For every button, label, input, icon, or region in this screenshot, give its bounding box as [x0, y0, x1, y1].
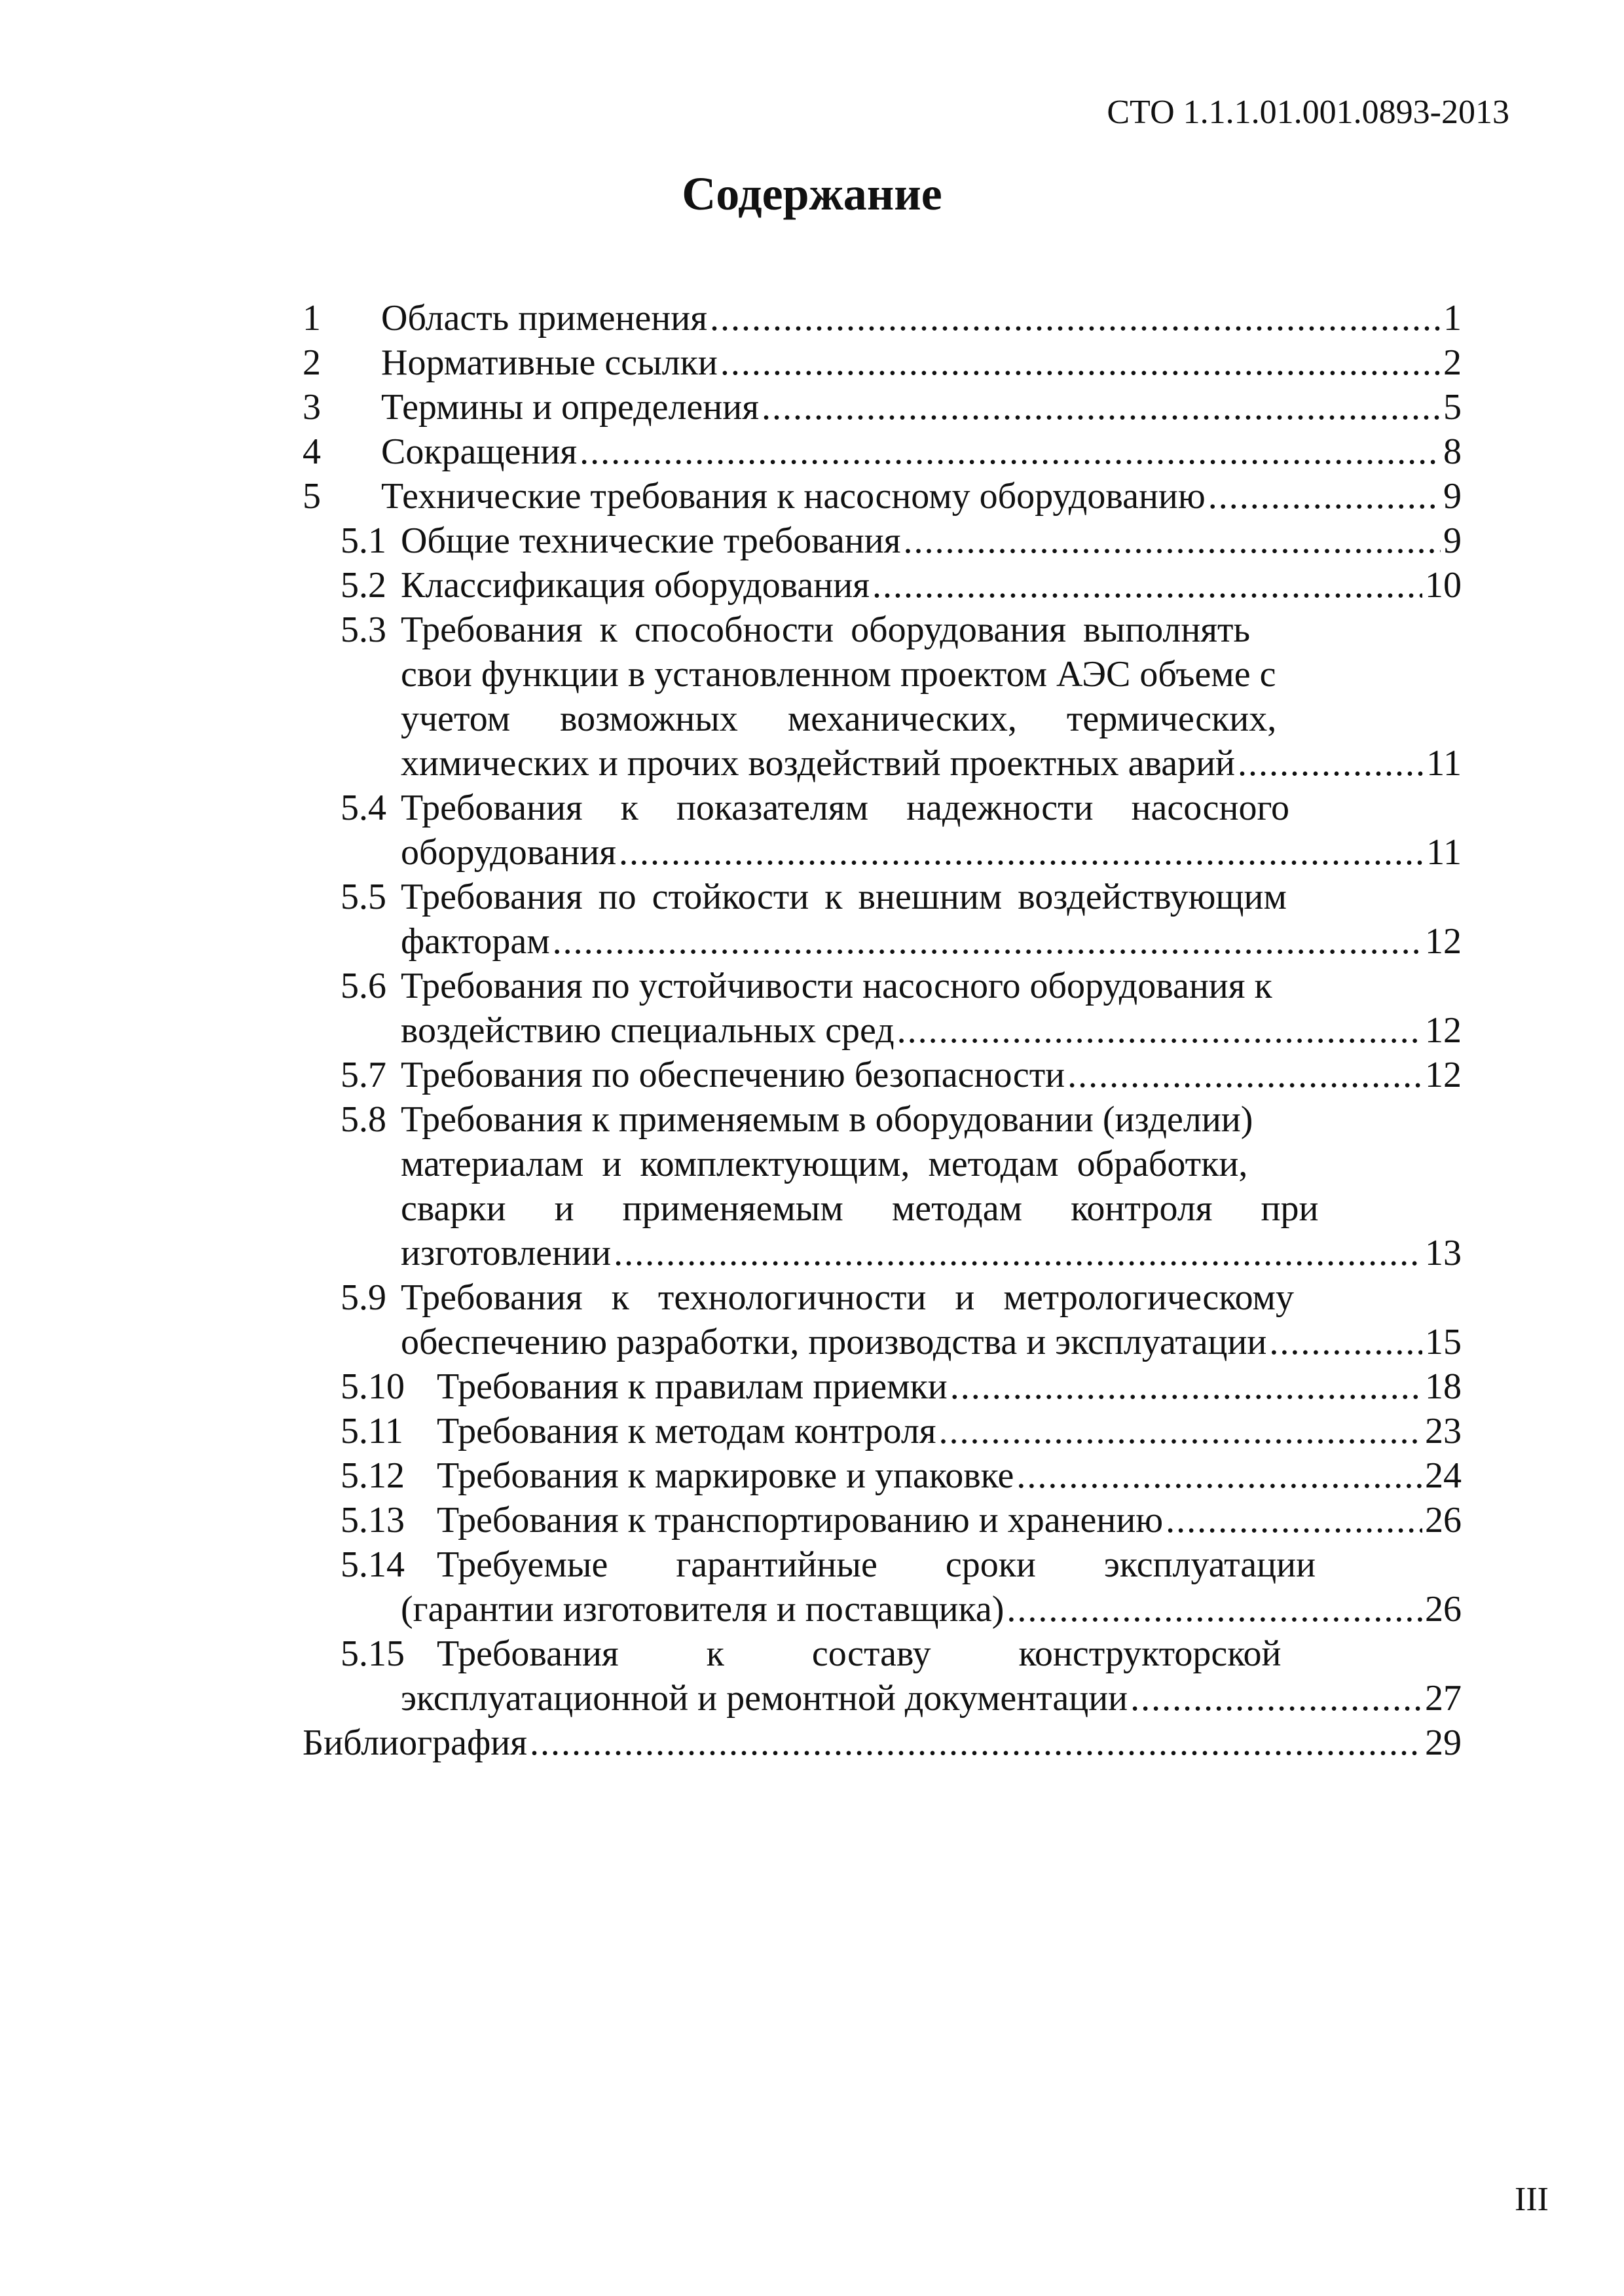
toc-entry-number: 5.6 — [341, 966, 386, 1006]
toc-entry-1[interactable] — [303, 296, 1462, 340]
toc-page-number: 10 — [1425, 565, 1462, 606]
dot-leader — [1006, 1587, 1422, 1631]
toc-entry-line — [401, 741, 1462, 786]
toc-entry-number: 5.7 — [341, 1055, 386, 1095]
toc-page-number: 11 — [1426, 743, 1462, 784]
toc-entry-title: Классификация оборудования — [401, 565, 870, 606]
toc-entry-number: 5.8 — [341, 1099, 386, 1140]
toc-entry-line — [381, 385, 1462, 429]
toc-entry-4[interactable] — [303, 429, 1462, 474]
toc-entry-title: химических и прочих воздействий проектных аварий — [401, 743, 1236, 784]
toc-entry-line — [437, 1364, 1462, 1409]
toc-entry-title: факторам — [401, 921, 550, 962]
toc-entry-number: 5.14 — [341, 1544, 405, 1585]
toc-entry-number: 4 — [303, 431, 321, 472]
toc-entry-number: 5.2 — [341, 565, 386, 606]
toc-entry-title-line: Требуемые гарантийные сроки эксплуатации — [437, 1544, 1316, 1585]
toc-page-number: 12 — [1425, 1055, 1462, 1095]
dot-leader — [897, 1008, 1422, 1053]
toc-entry-line — [401, 1676, 1462, 1721]
toc-entry-title: оборудования — [401, 832, 616, 873]
toc-entry-number: 5.4 — [341, 788, 386, 828]
toc-entry-title-line: Требования к технологичности и метрологическому — [401, 1277, 1294, 1318]
toc-entry-number: 1 — [303, 298, 321, 338]
dot-leader — [619, 830, 1424, 875]
toc-entry-title-line: материалам и комплектующим, методам обработки, — [401, 1144, 1248, 1184]
toc-page-number: 23 — [1425, 1411, 1462, 1451]
dot-leader — [1238, 741, 1424, 786]
toc-entry-number: 5.5 — [341, 877, 386, 917]
toc-entry-title: Область применения — [381, 298, 707, 338]
toc-page-number: 12 — [1425, 921, 1462, 962]
toc-entry-line — [303, 1721, 1462, 1765]
toc-entry-title-line: Требования к применяемым в оборудовании (изделии) — [401, 1099, 1253, 1140]
toc-entry-title: Технические требования к насосному оборудованию — [381, 476, 1206, 517]
toc-entry-5-12[interactable] — [303, 1453, 1462, 1498]
toc-entry-number: 5 — [303, 476, 321, 517]
toc-entry-number: 5.13 — [341, 1500, 405, 1540]
toc-entry-line — [401, 1053, 1462, 1097]
toc-entry-line — [381, 296, 1462, 340]
toc-entry-title: Требования к транспортированию и хранению — [437, 1500, 1164, 1540]
toc-entry-line — [437, 1453, 1462, 1498]
toc-page-number: 9 — [1443, 520, 1462, 561]
dot-leader — [530, 1721, 1422, 1765]
toc-entry-title-line: Требования к показателям надежности насосного — [401, 788, 1290, 828]
toc-page-number: 8 — [1443, 431, 1462, 472]
dot-leader — [939, 1409, 1422, 1453]
toc-page-number: 9 — [1443, 476, 1462, 517]
page-title: Содержание — [682, 168, 942, 220]
toc-page-number: 27 — [1425, 1678, 1462, 1719]
toc-entry-5-11[interactable] — [303, 1409, 1462, 1453]
table-of-contents — [303, 296, 1462, 1765]
toc-entry-title: изготовлении — [401, 1233, 612, 1273]
dot-leader — [710, 296, 1441, 340]
toc-entry-title: Общие технические требования — [401, 520, 901, 561]
toc-entry-5[interactable] — [303, 474, 1462, 519]
toc-page-number: 18 — [1425, 1366, 1462, 1407]
dot-leader — [614, 1231, 1422, 1275]
toc-entry-title-line: Требования к составу конструкторской — [437, 1633, 1282, 1674]
toc-page-number: 15 — [1425, 1322, 1462, 1362]
toc-page-number: 24 — [1425, 1455, 1462, 1496]
dot-leader — [720, 340, 1441, 385]
toc-entry-title: (гарантии изготовителя и поставщика) — [401, 1589, 1005, 1630]
toc-entry-5-2[interactable] — [303, 563, 1462, 608]
toc-entry-title: Требования по обеспечению безопасности — [401, 1055, 1065, 1095]
toc-entry-title: Требования к методам контроля — [437, 1411, 936, 1451]
toc-entry-title-line: сварки и применяемым методам контроля при — [401, 1188, 1319, 1229]
dot-leader — [762, 385, 1441, 429]
toc-entry-5-6[interactable] — [303, 964, 1462, 1053]
toc-entry-3[interactable] — [303, 385, 1462, 429]
toc-entry-number: 5.11 — [341, 1411, 403, 1451]
toc-entry-number: 3 — [303, 387, 321, 428]
toc-page-number: 26 — [1425, 1500, 1462, 1540]
toc-entry-title: Требования к маркировке и упаковке — [437, 1455, 1014, 1496]
toc-entry-title-line: Требования по стойкости к внешним воздействующим — [401, 877, 1287, 917]
dot-leader — [1130, 1676, 1422, 1721]
toc-entry-number: 5.10 — [341, 1366, 405, 1407]
dot-leader — [1016, 1453, 1422, 1498]
toc-entry-title: Библиография — [303, 1722, 527, 1763]
toc-entry-line — [381, 474, 1462, 519]
toc-entry-5-3[interactable] — [303, 608, 1462, 786]
toc-entry-bibliography[interactable] — [303, 1721, 1462, 1765]
toc-entry-title: обеспечению разработки, производства и эксплуатации — [401, 1322, 1267, 1362]
toc-entry-line — [401, 563, 1462, 608]
toc-entry-title: Термины и определения — [381, 387, 759, 428]
toc-entry-2[interactable] — [303, 340, 1462, 385]
toc-entry-number: 5.3 — [341, 610, 386, 650]
toc-page-number: 5 — [1443, 387, 1462, 428]
toc-page-number: 2 — [1443, 342, 1462, 383]
toc-entry-title-line: свои функции в установленном проектом АЭС объеме с — [401, 654, 1276, 695]
toc-entry-5-14[interactable] — [303, 1542, 1462, 1631]
toc-entry-line — [401, 1231, 1462, 1275]
toc-entry-title: эксплуатационной и ремонтной документации — [401, 1678, 1128, 1719]
toc-entry-title-line: Требования к способности оборудования выполнять — [401, 610, 1251, 650]
toc-page-number: 26 — [1425, 1589, 1462, 1630]
toc-entry-5-8[interactable] — [303, 1097, 1462, 1275]
toc-entry-line — [381, 340, 1462, 385]
toc-page-number: 13 — [1425, 1233, 1462, 1273]
toc-entry-title: Нормативные ссылки — [381, 342, 718, 383]
toc-entry-number: 5.9 — [341, 1277, 386, 1318]
document-code: СТО 1.1.1.01.001.0893-2013 — [1107, 94, 1509, 131]
dot-leader — [903, 519, 1441, 563]
toc-entry-title: воздействию специальных сред — [401, 1010, 895, 1051]
toc-entry-title: Требования к правилам приемки — [437, 1366, 948, 1407]
toc-entry-text — [401, 608, 1432, 741]
toc-page-number: 1 — [1443, 298, 1462, 338]
toc-entry-5-5[interactable] — [303, 875, 1462, 964]
toc-entry-title: Сокращения — [381, 431, 578, 472]
toc-entry-number: 5.15 — [341, 1633, 405, 1674]
toc-entry-5-13[interactable] — [303, 1498, 1462, 1542]
toc-entry-5-15[interactable] — [303, 1631, 1462, 1721]
toc-entry-number: 5.12 — [341, 1455, 405, 1496]
toc-entry-5-9[interactable] — [303, 1275, 1462, 1364]
toc-entry-line — [381, 429, 1462, 474]
toc-entry-line — [401, 1587, 1462, 1631]
dot-leader — [553, 919, 1422, 964]
toc-entry-line — [401, 1008, 1462, 1053]
dot-leader — [580, 429, 1441, 474]
toc-entry-number: 2 — [303, 342, 321, 383]
toc-entry-5-4[interactable] — [303, 786, 1462, 875]
toc-page-number: 12 — [1425, 1010, 1462, 1051]
toc-page-number: 11 — [1426, 832, 1462, 873]
footer-page-number: III — [1515, 2181, 1549, 2218]
dot-leader — [1067, 1053, 1422, 1097]
toc-entry-line — [437, 1409, 1462, 1453]
toc-entry-title-line: учетом возможных механических, термических, — [401, 699, 1277, 739]
toc-entry-5-7[interactable] — [303, 1053, 1462, 1097]
toc-entry-number: 5.1 — [341, 520, 386, 561]
dot-leader — [1208, 474, 1441, 519]
dot-leader — [950, 1364, 1422, 1409]
dot-leader — [1269, 1320, 1422, 1364]
toc-page-number: 29 — [1425, 1722, 1462, 1763]
toc-entry-5-1[interactable] — [303, 519, 1462, 563]
toc-entry-line — [401, 919, 1462, 964]
dot-leader — [1166, 1498, 1422, 1542]
toc-entry-line — [401, 519, 1462, 563]
dot-leader — [872, 563, 1422, 608]
toc-entry-line — [437, 1498, 1462, 1542]
toc-entry-title-line: Требования по устойчивости насосного оборудования к — [401, 966, 1272, 1006]
toc-entry-line — [401, 830, 1462, 875]
toc-entry-5-10[interactable] — [303, 1364, 1462, 1409]
toc-entry-line — [401, 1320, 1462, 1364]
